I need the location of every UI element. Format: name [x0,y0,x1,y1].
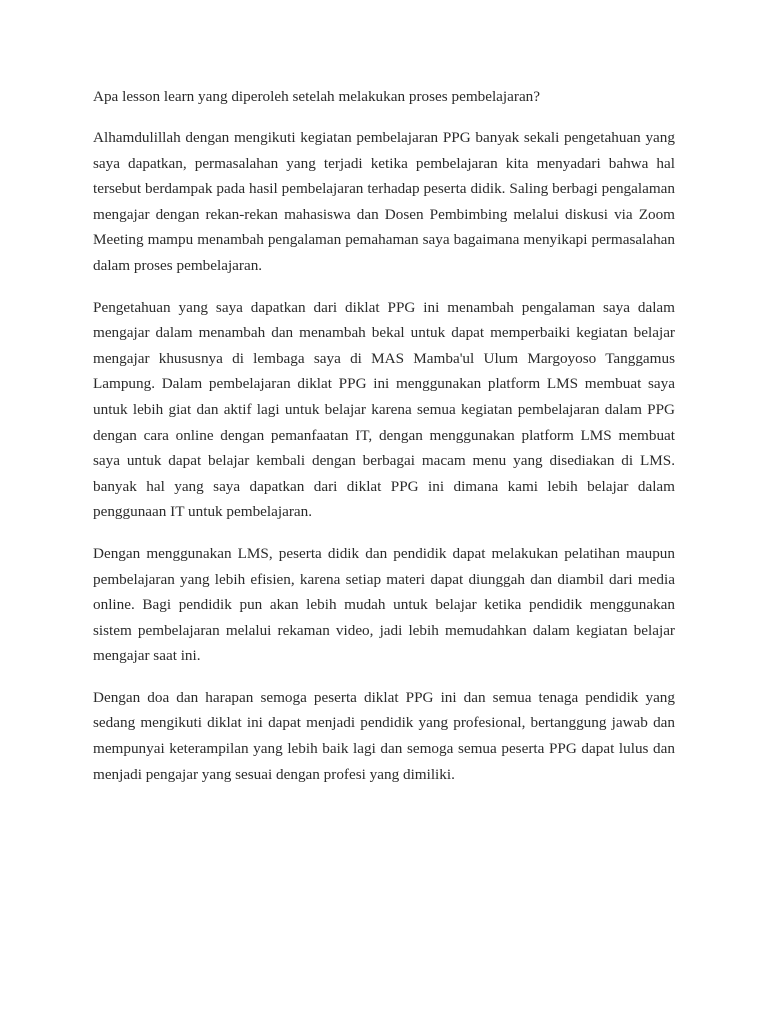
paragraph-4: Dengan doa dan harapan semoga peserta diklat PPG ini dan semua tenaga pendidik yang sedang mengikuti diklat ini dapat menjadi pendidik yang profesional, bertanggung jawab dan mempunyai keterampilan yang lebih baik lagi dan semoga semua peserta PPG dapat lulus dan menjadi pengajar yang sesuai dengan profesi yang dimiliki. [93,688,675,783]
paragraph-3: Dengan menggunakan LMS, peserta didik dan pendidik dapat melakukan pelatihan maupun pembelajaran yang lebih efisien, karena setiap materi dapat diunggah dan diambil dari media online. Bagi pendidik pun akan lebih mudah untuk belajar ketika pendidik menggunakan sistem pembelajaran melalui rekaman video, jadi lebih memudahkan dalam kegiatan belajar mengajar saat ini. [93,544,675,665]
question-heading: Apa lesson learn yang diperoleh setelah melakukan proses pembelajaran? [93,88,541,105]
paragraph-1: Alhamdulillah dengan mengikuti kegiatan pembelajaran PPG banyak sekali pengetahuan yang saya dapatkan, permasalahan yang terjadi ketika pembelajaran kita menyadari bahwa hal tersebut berdampak pada hasil pembelajaran terhadap peserta didik. Saling berbagi pengalaman mengajar dengan rekan-rekan mahasiswa dan Dosen Pembimbing melalui diskusi via Zoom Meeting mampu menambah pengalaman pemahaman saya bagaimana menyikapi permasalahan dalam proses pembelajaran. [93,129,675,274]
document-body [93,84,675,803]
paragraph-2: Pengetahuan yang saya dapatkan dari diklat PPG ini menambah pengalaman saya dalam mengajar dalam menambah dan menambah bekal untuk dapat memperbaiki kegiatan belajar mengajar khususnya di lembaga saya di MAS Mamba'ul Ulum Margoyoso Tanggamus Lampung. Dalam pembelajaran diklat PPG ini menggunakan platform LMS membuat saya untuk lebih giat dan aktif lagi untuk belajar karena semua kegiatan pembelajaran dalam PPG dengan cara online dengan pemanfaatan IT, dengan menggunakan platform LMS membuat saya untuk dapat belajar kembali dengan berbagai macam menu yang disediakan di LMS. banyak hal yang saya dapatkan dari diklat PPG ini dimana kami lebih belajar dalam penggunaan IT untuk pembelajaran. [93,298,675,521]
